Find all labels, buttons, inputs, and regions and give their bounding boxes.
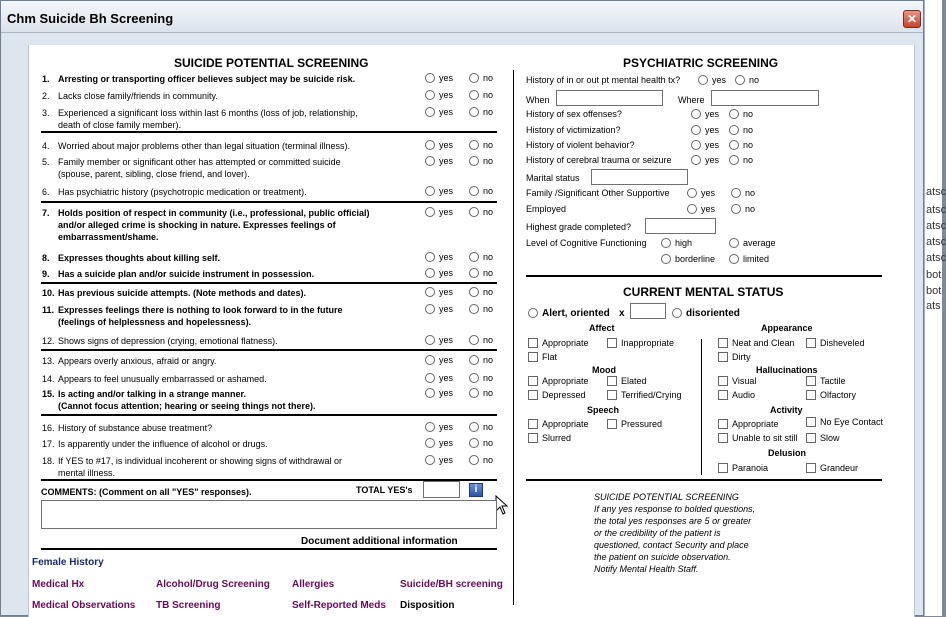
question-number: 13. (42, 356, 55, 366)
affect-appropriate-label: Appropriate (542, 338, 589, 348)
comments-input[interactable] (41, 500, 497, 529)
cms-divider (701, 339, 702, 475)
question-text: History of substance abuse treatment? (58, 423, 213, 433)
activity-unable-sit-checkbox[interactable] (718, 433, 728, 443)
x-label: x (619, 308, 625, 319)
question-text: Expresses feelings there is nothing to look forward to in the future (58, 305, 343, 315)
no-label: no (483, 107, 494, 117)
question-number: 17. (42, 439, 55, 449)
q5-yes-radio[interactable] (425, 156, 435, 166)
no-label: no (483, 422, 494, 432)
question-number: 8. (42, 253, 50, 263)
nav-alcohol-drug-screening[interactable]: Alcohol/Drug Screening (156, 579, 270, 590)
grade-field[interactable] (645, 218, 716, 234)
cog-borderline-radio[interactable] (661, 254, 671, 264)
note-line: If any yes response to bolded questions, (594, 504, 756, 514)
yes-label: yes (439, 388, 454, 398)
family-support-no-radio[interactable] (731, 188, 741, 198)
q11-no-radio[interactable] (469, 304, 479, 314)
yes-label: yes (439, 252, 454, 262)
cog-high-radio[interactable] (661, 238, 671, 248)
close-button[interactable]: ✕ (903, 10, 921, 28)
psych-history-label: History of victimization? (526, 125, 621, 135)
question-text: Lacks close family/friends in community. (58, 91, 218, 101)
psych-row-3-no-radio[interactable] (729, 140, 739, 150)
cog-high-label: high (675, 238, 693, 248)
note-line: the total yes responses are 5 or greater (594, 516, 752, 526)
delusion-heading: Delusion (768, 448, 807, 458)
question-text: (Cannot focus attention; hearing or seeing things not there). (58, 401, 316, 411)
divider (41, 548, 497, 550)
q6-no-radio[interactable] (469, 186, 479, 196)
nav-suicide-bh-screening[interactable]: Suicide/BH screening (400, 579, 503, 590)
psych-history-label: History of sex offenses? (526, 109, 622, 119)
q13-no-radio[interactable] (469, 355, 479, 365)
form-panel (28, 45, 915, 617)
question-text: Has previous suicide attempts. (Note methods and dates). (58, 288, 307, 298)
question-text: Worried about major problems other than legal situation (terminal illness). (58, 141, 350, 151)
q13-yes-radio[interactable] (425, 355, 435, 365)
divider (41, 349, 497, 351)
q16-yes-radio[interactable] (425, 422, 435, 432)
bg-text: ats (926, 300, 941, 312)
yes-label: yes (705, 109, 720, 119)
activity-unable-sit-label: Unable to sit still (732, 433, 798, 443)
activity-no-eye-contact-checkbox[interactable] (806, 417, 816, 427)
ssp-question (42, 156, 341, 180)
ssp-question (42, 335, 278, 347)
q6-yes-radio[interactable] (425, 186, 435, 196)
mood-depressed-checkbox[interactable] (528, 390, 538, 400)
ssp-question (42, 355, 216, 367)
activity-appropriate-label: Appropriate (732, 419, 779, 429)
q1-yes-radio[interactable] (425, 73, 435, 83)
ssp-title: SUICIDE POTENTIAL SCREENING (174, 56, 369, 70)
mood-terrified-label: Terrified/Crying (621, 390, 682, 400)
q15-no-radio[interactable] (469, 388, 479, 398)
psych-history-label: History of cerebral trauma or seizure (526, 155, 672, 165)
no-label: no (483, 252, 494, 262)
ssp-question (42, 304, 343, 328)
appearance-neat-label: Neat and Clean (732, 338, 795, 348)
ssp-question (42, 90, 218, 102)
question-text: Experienced a significant loss within last 6 months (loss of job, relationship, (58, 108, 358, 118)
bg-text: atsc (926, 220, 946, 232)
question-text: Appears overly anxious, afraid or angry. (58, 356, 217, 366)
affect-appropriate-checkbox[interactable] (528, 338, 538, 348)
psych-row-4-no-radio[interactable] (729, 155, 739, 165)
speech-slurred-label: Slurred (542, 433, 572, 443)
yes-label: yes (439, 268, 454, 278)
q5-no-radio[interactable] (469, 156, 479, 166)
title-bar (1, 1, 923, 33)
mouse-cursor-icon (495, 495, 509, 515)
yes-label: yes (439, 90, 454, 100)
where-label: Where (678, 95, 705, 105)
psych-row-2-no-radio[interactable] (729, 125, 739, 135)
q17-no-radio[interactable] (469, 438, 479, 448)
no-label: no (743, 125, 754, 135)
yes-label: yes (439, 207, 454, 217)
halluc-visual-label: Visual (732, 376, 757, 386)
q9-no-radio[interactable] (469, 268, 479, 278)
when-label: When (526, 95, 550, 105)
no-label: no (483, 287, 494, 297)
nav-allergies[interactable]: Allergies (292, 579, 335, 590)
question-text: and/or alleged crime is shocking in nature. Expresses feelings of (58, 220, 336, 230)
appearance-dirty-checkbox[interactable] (718, 352, 728, 362)
affect-heading: Affect (589, 323, 615, 333)
window-title: Chm Suicide Bh Screening (7, 11, 174, 26)
activity-appropriate-checkbox[interactable] (718, 419, 728, 429)
hallucinations-heading: Hallucinations (756, 365, 818, 375)
psych-row-1-yes-radio[interactable] (691, 109, 701, 119)
ssp-question (42, 73, 355, 85)
q2-no-radio[interactable] (469, 90, 479, 100)
column-divider (513, 70, 514, 605)
question-text: If YES to #17, is individual incoherent or showing signs of withdrawal or (58, 456, 342, 466)
q15-yes-radio[interactable] (425, 388, 435, 398)
cog-average-label: average (743, 238, 776, 248)
speech-slurred-checkbox[interactable] (528, 433, 538, 443)
question-number: 2. (42, 91, 50, 101)
yes-label: yes (439, 73, 454, 83)
yes-label: yes (439, 335, 454, 345)
employed-label: Employed (526, 204, 567, 214)
question-text: (spouse, parent, sibling, close friend, and lover). (58, 169, 250, 179)
yes-label: yes (705, 155, 720, 165)
no-label: no (483, 355, 494, 365)
q9-yes-radio[interactable] (425, 268, 435, 278)
where-field[interactable] (711, 90, 819, 106)
no-label: no (483, 268, 494, 278)
question-text: death of close family member). (58, 120, 182, 130)
no-label: no (483, 207, 494, 217)
ssp-question (42, 422, 212, 434)
ssp-question (42, 388, 316, 412)
halluc-olfactory-label: Olfactory (820, 390, 857, 400)
psych-history-label: History of violent behavior? (526, 140, 635, 150)
yes-label: yes (439, 186, 454, 196)
q3-yes-radio[interactable] (425, 107, 435, 117)
delusion-grandeur-label: Grandeur (820, 463, 859, 473)
question-number: 11. (42, 305, 55, 315)
divider (526, 479, 882, 481)
mh-tx-history-label: History of in or out pt mental health tx? (526, 75, 681, 85)
ssp-question (42, 207, 370, 243)
divider (41, 131, 497, 133)
question-text: Holds position of respect in community (i.e., professional, public official) (58, 208, 370, 218)
question-number: 4. (42, 141, 50, 151)
no-label: no (483, 388, 494, 398)
yes-label: yes (439, 156, 454, 166)
no-label: no (745, 188, 756, 198)
appearance-disheveled-checkbox[interactable] (806, 338, 816, 348)
alert-oriented-radio[interactable] (528, 308, 538, 318)
divider (41, 282, 497, 284)
affect-inappropriate-checkbox[interactable] (607, 338, 617, 348)
ssp-question (42, 373, 267, 385)
ssp-question (42, 107, 358, 131)
document-additional-info-link[interactable]: Document additional information (301, 536, 458, 547)
q2-yes-radio[interactable] (425, 90, 435, 100)
total-yes-field[interactable] (423, 481, 460, 498)
ssp-question (42, 268, 314, 280)
note-line: questioned, contact Security and place (594, 540, 749, 550)
no-label: no (743, 155, 754, 165)
alert-oriented-label: Alert, oriented (542, 308, 610, 319)
no-label: no (483, 156, 494, 166)
ssp-question (42, 252, 220, 264)
no-label: no (743, 109, 754, 119)
ssp-question (42, 186, 307, 198)
q12-yes-radio[interactable] (425, 335, 435, 345)
bg-text: atsc (926, 236, 946, 248)
nav-tb-screening[interactable]: TB Screening (156, 600, 221, 611)
speech-appropriate-checkbox[interactable] (528, 419, 538, 429)
ssp-question (42, 140, 350, 152)
q4-yes-radio[interactable] (425, 140, 435, 150)
psych-row-2-yes-radio[interactable] (691, 125, 701, 135)
no-label: no (483, 438, 494, 448)
mood-depressed-label: Depressed (542, 390, 586, 400)
bg-text: atsc (926, 204, 946, 216)
no-label: no (483, 186, 494, 196)
q1-no-radio[interactable] (469, 73, 479, 83)
employed-yes-radio[interactable] (687, 204, 697, 214)
question-number: 15. (42, 389, 55, 399)
mh-tx-yes-radio[interactable] (698, 75, 708, 85)
question-number: 6. (42, 187, 50, 197)
activity-slow-checkbox[interactable] (806, 433, 816, 443)
no-label: no (483, 140, 494, 150)
halluc-olfactory-checkbox[interactable] (806, 390, 816, 400)
q3-no-radio[interactable] (469, 107, 479, 117)
yes-label: yes (439, 140, 454, 150)
divider (41, 414, 497, 416)
mood-appropriate-label: Appropriate (542, 376, 589, 386)
q11-yes-radio[interactable] (425, 304, 435, 314)
q7-yes-radio[interactable] (425, 207, 435, 217)
q14-yes-radio[interactable] (425, 373, 435, 383)
no-label: no (483, 455, 494, 465)
ssp-question (42, 455, 342, 479)
activity-no-eye-contact-label: No Eye Contact (820, 417, 884, 427)
bg-text: atsc (926, 252, 946, 264)
question-number: 5. (42, 157, 50, 167)
question-text: Shows signs of depression (crying, emotional flatness). (58, 336, 278, 346)
mood-terrified-checkbox[interactable] (607, 390, 617, 400)
question-text: Family member or significant other has attempted or committed suicide (58, 157, 341, 167)
comments-label: COMMENTS: (Comment on all "YES" responses). (41, 487, 252, 497)
no-label: no (749, 75, 760, 85)
question-number: 7. (42, 208, 50, 218)
note-line: the patient on suicide observation. (594, 552, 731, 562)
question-text: Arresting or transporting officer believes subject may be suicide risk. (58, 74, 356, 84)
q4-no-radio[interactable] (469, 140, 479, 150)
question-number: 18. (42, 456, 55, 466)
question-number: 3. (42, 108, 50, 118)
grade-label: Highest grade completed? (526, 222, 632, 232)
affect-inappropriate-label: Inappropriate (621, 338, 675, 348)
q7-no-radio[interactable] (469, 207, 479, 217)
psych-title: PSYCHIATRIC SCREENING (623, 56, 779, 70)
psych-row-1-no-radio[interactable] (729, 109, 739, 119)
halluc-audio-label: Audio (732, 390, 756, 400)
nav-disposition[interactable]: Disposition (400, 600, 455, 611)
yes-label: yes (439, 304, 454, 314)
yes-label: yes (705, 140, 720, 150)
affect-flat-label: Flat (542, 352, 558, 362)
activity-heading: Activity (770, 405, 803, 415)
mood-elated-label: Elated (621, 376, 647, 386)
q10-yes-radio[interactable] (425, 287, 435, 297)
speech-appropriate-label: Appropriate (542, 419, 589, 429)
yes-label: yes (439, 422, 454, 432)
no-label: no (483, 335, 494, 345)
question-number: 16. (42, 423, 55, 433)
cog-limited-label: limited (743, 254, 770, 264)
yes-label: yes (439, 373, 454, 383)
question-text: Appears to feel unusually embarrassed or ashamed. (58, 374, 267, 384)
q10-no-radio[interactable] (469, 287, 479, 297)
no-label: no (743, 140, 754, 150)
appearance-dirty-label: Dirty (732, 352, 751, 362)
delusion-grandeur-checkbox[interactable] (806, 463, 816, 473)
question-number: 10. (42, 288, 55, 298)
q17-yes-radio[interactable] (425, 438, 435, 448)
bg-text: bot (926, 285, 942, 297)
question-text: (feelings of helplessness and hopelessness). (58, 317, 252, 327)
yes-label: yes (705, 125, 720, 135)
halluc-tactile-checkbox[interactable] (806, 376, 816, 386)
cog-limited-radio[interactable] (729, 254, 739, 264)
total-yes-label: TOTAL YES's (356, 485, 413, 495)
activity-slow-label: Slow (820, 433, 840, 443)
yes-label: yes (712, 75, 727, 85)
bg-text: bot (926, 269, 942, 281)
cms-title: CURRENT MENTAL STATUS (623, 285, 784, 299)
delusion-paranoia-label: Paranoia (732, 463, 769, 473)
question-text: Is acting and/or talking in a strange manner. (58, 389, 247, 399)
question-text: Has a suicide plan and/or suicide instrument in possession. (58, 269, 315, 279)
nav-medical-observations[interactable]: Medical Observations (32, 600, 136, 611)
speech-heading: Speech (587, 405, 620, 415)
q8-yes-radio[interactable] (425, 252, 435, 262)
psych-row-4-yes-radio[interactable] (691, 155, 701, 165)
speech-pressured-label: Pressured (621, 419, 663, 429)
ssp-instructions-note (594, 491, 755, 575)
family-support-label: Family /Significant Other Supportive (526, 188, 670, 198)
delusion-paranoia-checkbox[interactable] (718, 463, 728, 473)
mood-appropriate-checkbox[interactable] (528, 376, 538, 386)
background-window (924, 0, 946, 616)
question-text: Has psychiatric history (psychotropic medication or treatment). (58, 187, 307, 197)
question-number: 12. (42, 336, 55, 346)
question-text: embarrassment/shame. (58, 232, 159, 242)
question-text: Expresses thoughts about killing self. (58, 253, 221, 263)
q18-yes-radio[interactable] (425, 455, 435, 465)
note-line: or the credibility of the patient is (594, 528, 721, 538)
cog-borderline-label: borderline (675, 254, 716, 264)
affect-flat-checkbox[interactable] (528, 352, 538, 362)
cognitive-label: Level of Cognitive Functioning (526, 238, 647, 248)
no-label: no (483, 373, 494, 383)
q8-no-radio[interactable] (469, 252, 479, 262)
halluc-visual-checkbox[interactable] (718, 376, 728, 386)
q16-no-radio[interactable] (469, 422, 479, 432)
appearance-neat-checkbox[interactable] (718, 338, 728, 348)
marital-status-field[interactable] (591, 169, 688, 185)
yes-label: yes (701, 204, 716, 214)
yes-label: yes (439, 455, 454, 465)
yes-label: yes (439, 287, 454, 297)
when-field[interactable] (556, 90, 663, 106)
q14-no-radio[interactable] (469, 373, 479, 383)
employed-no-radio[interactable] (731, 204, 741, 214)
divider (526, 275, 882, 277)
nav-medical-hx[interactable]: Medical Hx (32, 579, 85, 590)
divider (41, 201, 497, 203)
halluc-audio-checkbox[interactable] (718, 390, 728, 400)
halluc-tactile-label: Tactile (820, 376, 846, 386)
nav-self-reported-meds[interactable]: Self-Reported Meds (292, 600, 386, 611)
no-label: no (483, 304, 494, 314)
question-text: mental illness. (58, 468, 116, 478)
speech-pressured-checkbox[interactable] (607, 419, 617, 429)
ssp-question (42, 438, 268, 450)
question-number: 14. (42, 374, 55, 384)
yes-label: yes (439, 107, 454, 117)
info-icon[interactable]: i (469, 483, 483, 497)
note-line: SUICIDE POTENTIAL SCREENING (594, 492, 739, 502)
appearance-disheveled-label: Disheveled (820, 338, 865, 348)
q18-no-radio[interactable] (469, 455, 479, 465)
marital-status-label: Marital status (526, 173, 580, 183)
cog-average-radio[interactable] (729, 238, 739, 248)
yes-label: yes (439, 355, 454, 365)
no-label: no (483, 73, 494, 83)
q12-no-radio[interactable] (469, 335, 479, 345)
no-label: no (745, 204, 756, 214)
disoriented-label: disoriented (686, 308, 740, 319)
psych-row-3-yes-radio[interactable] (691, 140, 701, 150)
no-label: no (483, 90, 494, 100)
question-number: 1. (42, 74, 50, 84)
mood-elated-checkbox[interactable] (607, 376, 617, 386)
note-line: Notify Mental Health Staff. (594, 564, 699, 574)
family-support-yes-radio[interactable] (687, 188, 697, 198)
female-history-link[interactable]: Female History (32, 557, 104, 568)
yes-label: yes (439, 438, 454, 448)
yes-label: yes (701, 188, 716, 198)
oriented-x-field[interactable] (630, 303, 666, 319)
question-text: Is apparently under the influence of alcohol or drugs. (58, 439, 268, 449)
ssp-question (42, 287, 306, 299)
mood-heading: Mood (592, 365, 616, 375)
bg-text: atsc (926, 186, 946, 198)
mh-tx-no-radio[interactable] (735, 75, 745, 85)
question-number: 9. (42, 269, 50, 279)
disoriented-radio[interactable] (672, 308, 682, 318)
appearance-heading: Appearance (761, 323, 813, 333)
